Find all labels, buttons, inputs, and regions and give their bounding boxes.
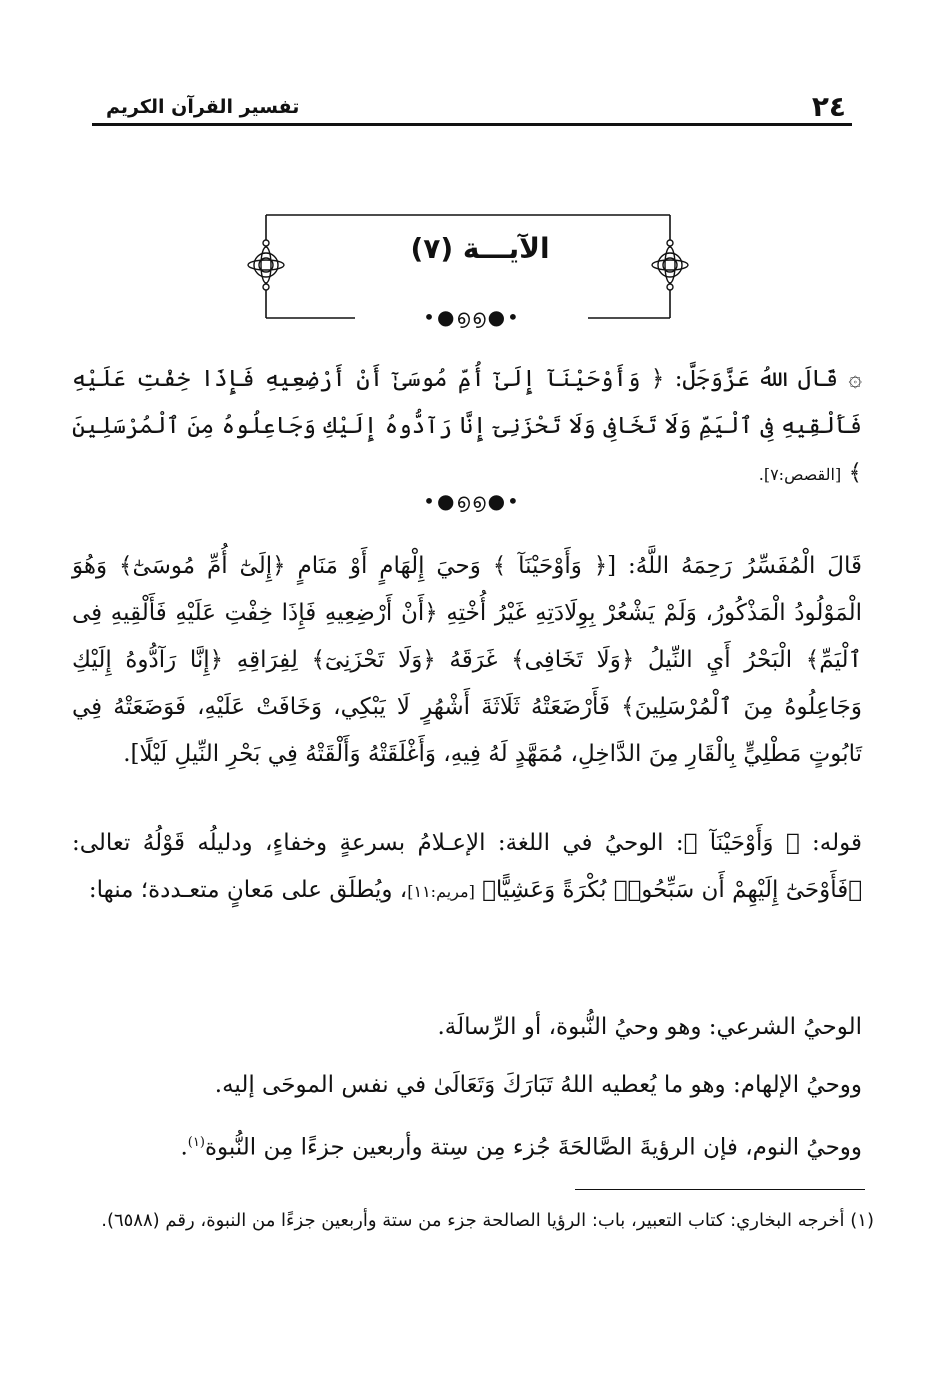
- meaning-item: ووحيُ الإلهام: وهو ما يُعطيه اللهُ تَبَارَكَ وَتَعَالَىٰ في نفس الموحَى إليه.: [214, 1072, 862, 1098]
- meaning-item: الوحيُ الشرعي: وهو وحيُ النُّبوة، أو الرِّسالَة.: [437, 1014, 862, 1040]
- commentary-reference: [مريم:١١]: [407, 882, 475, 901]
- left-knot-ornament: [248, 240, 284, 290]
- meaning-item: ووحيُ النوم، فإن الرؤيةَ الصَّالحَةَ جُزء مِن سِتة وأربعين جزءًا مِن النُّبوة: [204, 1134, 862, 1161]
- verse-block: [72, 356, 862, 498]
- verse-text: ۞ قَالَ اللهُ عَزَّوَجَلَّ: ﴿ وَأَوْحَيْنَآ إِلَىٰٓ أُمِّ مُوسَىٰٓ أَنْ أَرْضِعِيهِ فَإِذَا خِفْتِ عَلَيْهِ فَأَلْقِيهِ فِى ٱلْيَمِّ وَلَا تَخَافِى وَلَا تَحْزَنِىٓ إِنَّا رَآدُّوهُ إِلَيْكِ وَجَاعِلُوهُ مِنَ ٱلْمُرْسَلِينَ ﴾: [72, 366, 862, 486]
- footnote: (١) أخرجه البخاري: كتاب التعبير، باب: الرؤيا الصالحة جزء من ستة وأربعين جزءًا من النبوة، رقم (٦٥٨٨).: [101, 1210, 874, 1231]
- page-header: [92, 92, 852, 122]
- verse-reference: [القصص:٧].: [758, 465, 842, 484]
- meanings-list: الوحيُ الشرعي: وهو وحيُ النُّبوة، أو الرِّسالَة. ووحيُ الإلهام: وهو ما يُعطيه اللهُ تَبَارَكَ وَتَعَالَىٰ في نفس الموحَى إليه. ووحيُ النوم، فإن الرؤيةَ الصَّالحَةَ جُزء مِن سِتة وأربعين جزءًا مِن النُّبوة$^{(١)}$.: [72, 998, 862, 1177]
- commentary-block: [72, 820, 862, 915]
- header-rule: [92, 123, 852, 126]
- heading-ornament: •●൭൭●•: [423, 305, 521, 329]
- tafsir-block: [72, 543, 862, 778]
- page-number: ٢٤: [811, 90, 846, 123]
- footnote-rule: [575, 1189, 865, 1190]
- commentary-part1: قوله: ﴿ وَأَوْحَيْنَآ ﴾: الوحيُ في اللغة: الإعـلامُ بسرعةٍ وخفاءٍ، ودليلُه قَوْلُهُ تعالى: ﴿فَأَوْحَىٰٓ إِلَيْهِمْ أَن سَبِّحُوا۟ بُكْرَةً وَعَشِيًّا﴾: [72, 830, 862, 903]
- right-knot-ornament: [652, 240, 688, 290]
- commentary-part2: ، ويُطلَق على مَعانٍ متعـددة؛ منها:: [88, 877, 408, 903]
- tafsir-paragraph: قَالَ الْمُفَسِّرُ رَحِمَهُ اللَّهُ: [﴿ وَأَوْحَيْنَآ ﴾ وَحيَ إِلْهَامٍ أَوْ مَنَامٍ ﴿إِلَىٰٓ أُمِّ مُوسَىٰٓ﴾ وَهُوَ الْمَوْلُودُ الْمَذْكُورُ، وَلَمْ يَشْعُرْ بِوِلَادَتِهِ غَيْرُ أُخْتِهِ ﴿أَنْ أَرْضِعِيهِ فَإِذَا خِفْتِ عَلَيْهِ فَأَلْقِيهِ فِى ٱلْيَمِّ﴾ الْبَحْرُ أَيِ النِّيلُ ﴿وَلَا تَخَافِى﴾ غَرَقَهُ ﴿وَلَا تَحْزَنِىٓ﴾ لِفِرَاقِهِ ﴿إِنَّا رَآدُّوهُ إِلَيْكِ وَجَاعِلُوهُ مِنَ ٱلْمُرْسَلِينَ﴾ فَأَرْضَعَتْهُ ثَلَاثَةَ أَشْهُرٍ لَا يَبْكِي، وَخَافَتْ عَلَيْهِ، فَوَضَعَتْهُ فِي تَابُوتٍ مَطْلِيٍّ بِالْقَارِ مِنَ الدَّاخِلِ، مُمَهَّدٍ لَهُ فِيهِ، وَأَغْلَقَتْهُ وَأَلْقَتْهُ فِي بَحْرِ النِّيلِ لَيْلًا].: [72, 553, 862, 767]
- book-title: تفسير القرآن الكريم: [106, 96, 300, 118]
- footnote-marker: (١): [187, 1135, 205, 1150]
- verse-heading: الآيـــة (٧): [410, 232, 550, 265]
- section-separator: •●൭൭●•: [423, 489, 521, 513]
